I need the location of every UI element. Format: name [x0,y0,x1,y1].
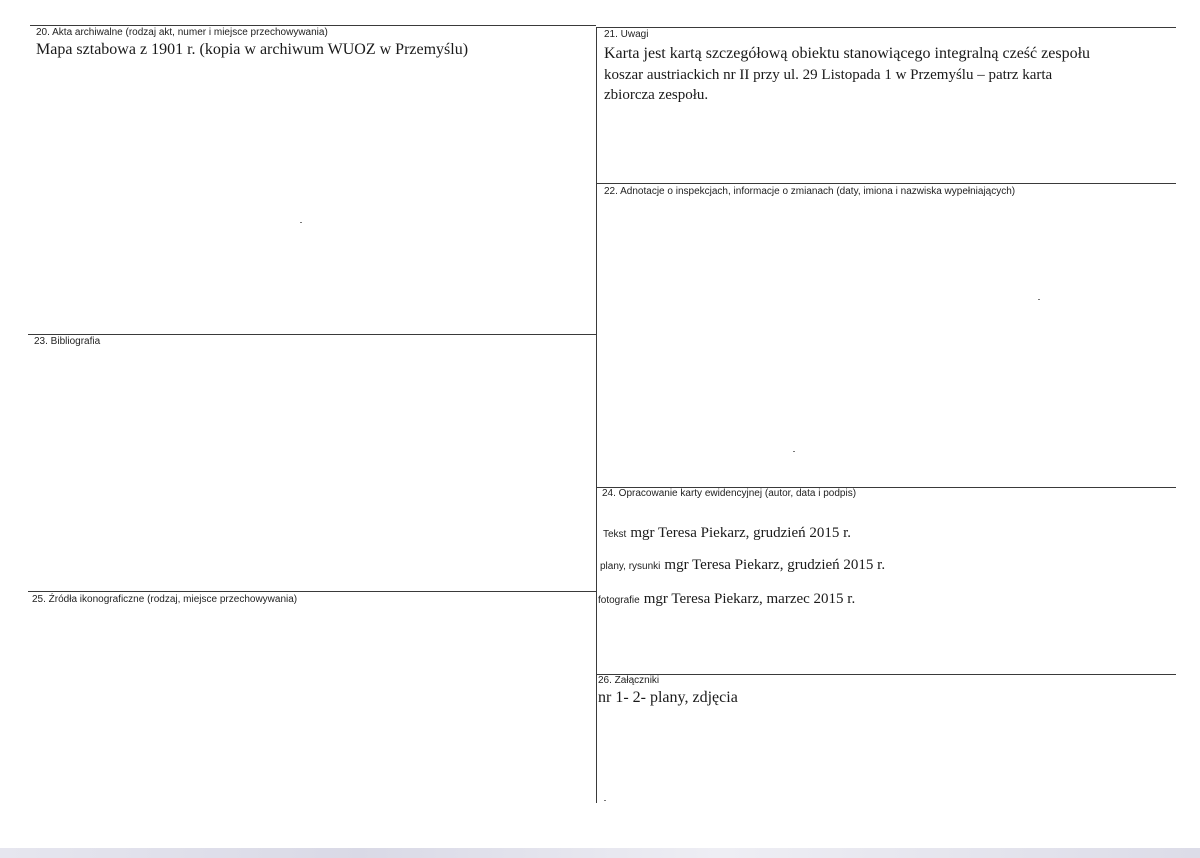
rule-field26 [596,674,1176,675]
field21-label: 21. Uwagi [604,29,649,40]
scan-speck [604,800,606,801]
field21-line-2: koszar austriackich nr II przy ul. 29 Listopada 1 w Przemyślu – patrz karta [604,67,1053,83]
field23-label: 23. Bibliografia [34,336,101,347]
field24-entry-text [603,524,851,542]
field21-line-1: Karta jest kartą szczegółową obiektu stanowiącego integralną cześć zespołu [604,45,1091,62]
top-rule-left [30,25,596,26]
entry-label: Tekst [603,529,627,540]
entry-value: mgr Teresa Piekarz, marzec 2015 r. [643,591,856,607]
rule-field25 [28,591,596,592]
entry-label: plany, rysunki [600,561,661,572]
entry-value: mgr Teresa Piekarz, grudzień 2015 r. [664,557,886,573]
entry-value: mgr Teresa Piekarz, grudzień 2015 r. [630,525,852,541]
field24-label: 24. Opracowanie karty ewidencyjnej (autor, data i podpis) [602,488,857,499]
field24-entry-photos [598,590,855,608]
rule-field23 [28,334,596,335]
entry-label: fotografie [598,595,640,606]
field20-label: 20. Akta archiwalne (rodzaj akt, numer i miejsce przechowywania) [36,27,328,38]
field26-label: 26. Załączniki [598,675,660,686]
scan-speck [300,222,302,223]
rule-field22 [596,183,1176,184]
field26-value: nr 1- 2- plany, zdjęcia [598,689,738,706]
scan-edge-band [0,848,1200,858]
scan-speck [1038,299,1040,300]
scan-speck [793,451,795,452]
column-divider [596,27,597,803]
field24-entry-plans [600,556,885,574]
field20-value: Mapa sztabowa z 1901 r. (kopia w archiwum WUOZ w Przemyślu) [36,41,469,58]
field25-label: 25. Źródła ikonograficzne (rodzaj, miejsce przechowywania) [32,594,298,605]
top-rule-right [596,27,1176,28]
field22-label: 22. Adnotacje o inspekcjach, informacje o zmianach (daty, imiona i nazwiska wypełniających) [604,186,1016,197]
field21-line-3: zbiorcza zespołu. [604,87,709,103]
